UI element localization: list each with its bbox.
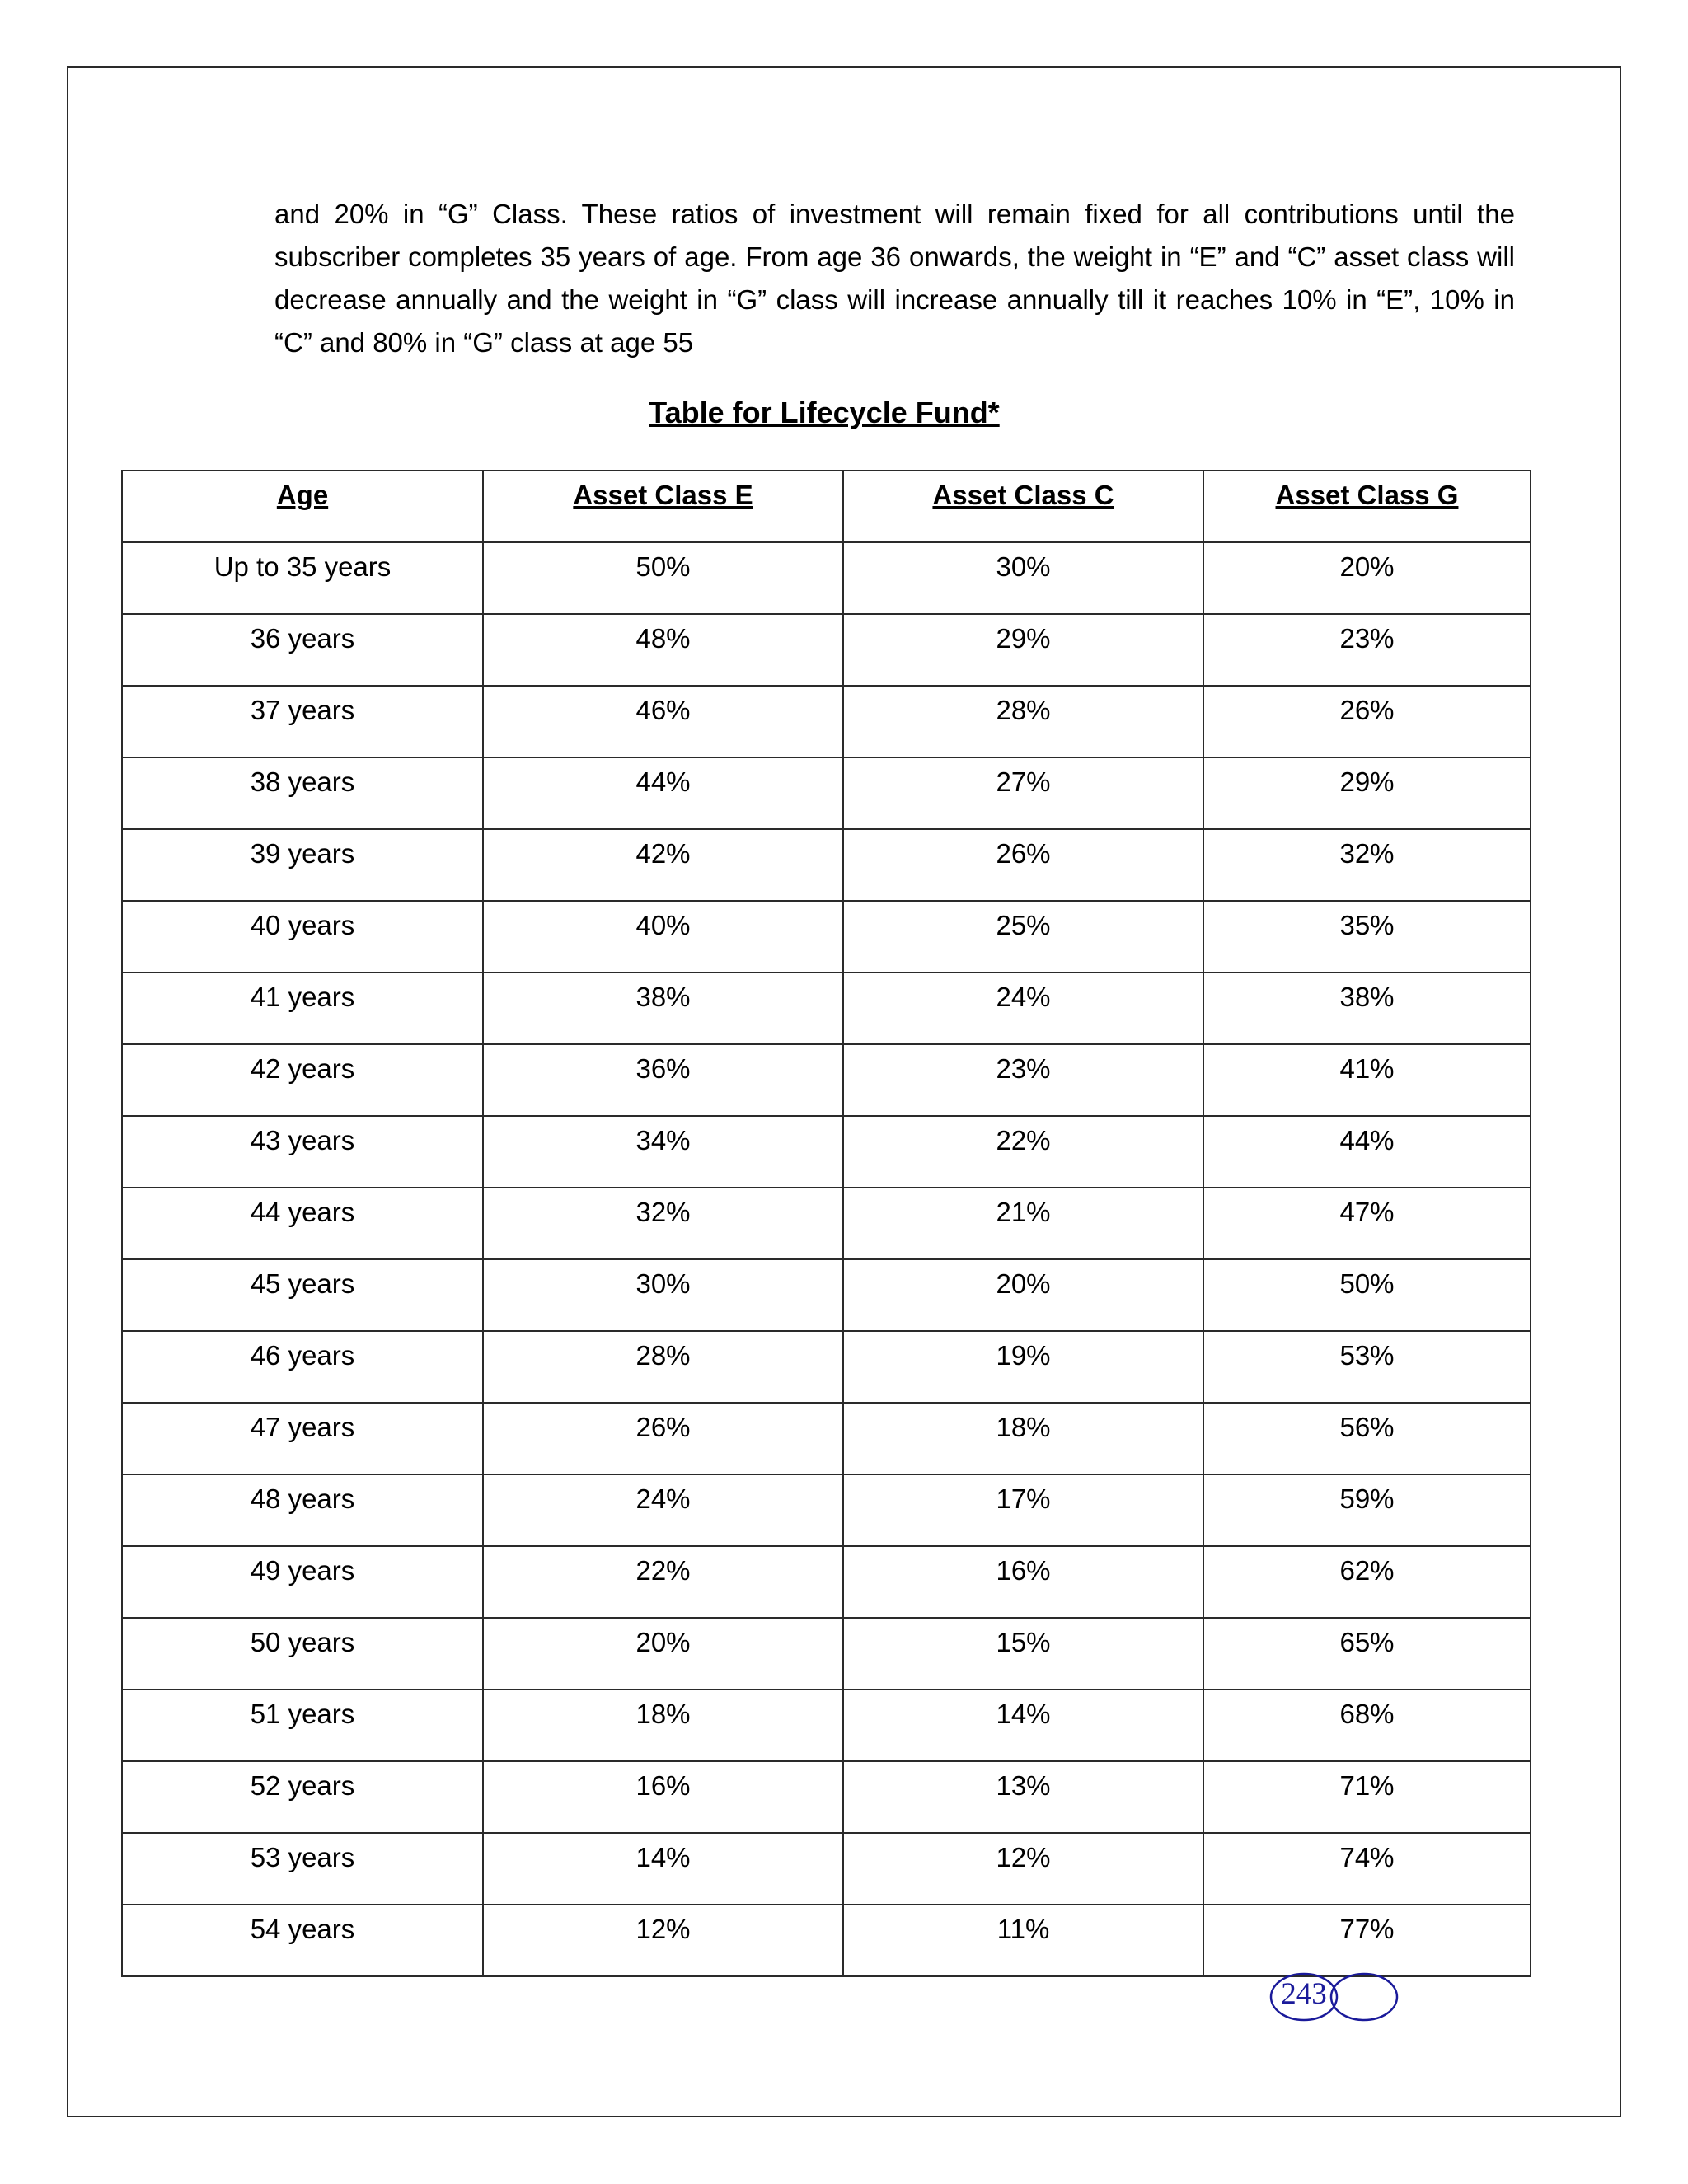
cell-age: 51 years [122, 1690, 483, 1761]
cell-age: 50 years [122, 1618, 483, 1690]
cell-asset-class-c: 28% [843, 686, 1203, 757]
cell-asset-class-e: 20% [483, 1618, 843, 1690]
cell-asset-class-c: 15% [843, 1618, 1203, 1690]
cell-asset-class-g: 23% [1203, 614, 1531, 686]
cell-asset-class-e: 36% [483, 1044, 843, 1116]
cell-age: 48 years [122, 1474, 483, 1546]
cell-asset-class-c: 27% [843, 757, 1203, 829]
cell-asset-class-c: 22% [843, 1116, 1203, 1188]
cell-asset-class-c: 29% [843, 614, 1203, 686]
cell-asset-class-g: 65% [1203, 1618, 1531, 1690]
cell-asset-class-c: 12% [843, 1833, 1203, 1905]
table-row [122, 542, 1531, 614]
table-row [122, 686, 1531, 757]
cell-asset-class-e: 50% [483, 542, 843, 614]
cell-asset-class-e: 26% [483, 1403, 843, 1474]
cell-asset-class-c: 26% [843, 829, 1203, 901]
cell-age: 42 years [122, 1044, 483, 1116]
table-row [122, 1474, 1531, 1546]
table-row [122, 1188, 1531, 1259]
cell-age: 38 years [122, 757, 483, 829]
cell-asset-class-g: 71% [1203, 1761, 1531, 1833]
cell-age: 49 years [122, 1546, 483, 1618]
cell-age: 39 years [122, 829, 483, 901]
cell-age: 52 years [122, 1761, 483, 1833]
cell-asset-class-c: 16% [843, 1546, 1203, 1618]
cell-age: 45 years [122, 1259, 483, 1331]
cell-asset-class-g: 59% [1203, 1474, 1531, 1546]
cell-asset-class-e: 34% [483, 1116, 843, 1188]
table-row [122, 901, 1531, 972]
cell-asset-class-g: 68% [1203, 1690, 1531, 1761]
table-row [122, 1259, 1531, 1331]
cell-asset-class-e: 12% [483, 1905, 843, 1976]
table-row [122, 1905, 1531, 1976]
table-row [122, 1761, 1531, 1833]
cell-age: 53 years [122, 1833, 483, 1905]
cell-age: 43 years [122, 1116, 483, 1188]
cell-asset-class-g: 44% [1203, 1116, 1531, 1188]
cell-age: 54 years [122, 1905, 483, 1976]
table-row [122, 1618, 1531, 1690]
cell-age: Up to 35 years [122, 542, 483, 614]
cell-age: 40 years [122, 901, 483, 972]
cell-asset-class-g: 35% [1203, 901, 1531, 972]
cell-asset-class-c: 20% [843, 1259, 1203, 1331]
cell-asset-class-e: 32% [483, 1188, 843, 1259]
intro-paragraph: and 20% in “G” Class. These ratios of investment will remain fixed for all contributions until the subscriber completes 35 years of age. From age 36 onwards, the weight in “E” and “C” asset class will decrease annually and the weight in “G” class will increase annually till it reaches 10% in “E”, 10% in “C” and 80% in “G” class at age 55 [274, 199, 1515, 358]
cell-asset-class-e: 18% [483, 1690, 843, 1761]
table-row [122, 1116, 1531, 1188]
table-row [122, 1546, 1531, 1618]
cell-asset-class-g: 38% [1203, 972, 1531, 1044]
lifecycle-fund-table [121, 470, 1531, 1977]
cell-asset-class-c: 17% [843, 1474, 1203, 1546]
cell-asset-class-g: 32% [1203, 829, 1531, 901]
cell-asset-class-g: 47% [1203, 1188, 1531, 1259]
header-asset-class-e: Asset Class E [483, 471, 843, 542]
cell-asset-class-e: 30% [483, 1259, 843, 1331]
cell-asset-class-c: 11% [843, 1905, 1203, 1976]
cell-asset-class-c: 18% [843, 1403, 1203, 1474]
cell-asset-class-g: 62% [1203, 1546, 1531, 1618]
cell-asset-class-g: 50% [1203, 1259, 1531, 1331]
cell-age: 37 years [122, 686, 483, 757]
cell-asset-class-e: 14% [483, 1833, 843, 1905]
table-row [122, 1044, 1531, 1116]
cell-asset-class-e: 46% [483, 686, 843, 757]
cell-asset-class-g: 26% [1203, 686, 1531, 757]
cell-asset-class-e: 22% [483, 1546, 843, 1618]
cell-asset-class-e: 44% [483, 757, 843, 829]
cell-asset-class-g: 77% [1203, 1905, 1531, 1976]
cell-asset-class-e: 40% [483, 901, 843, 972]
cell-asset-class-c: 14% [843, 1690, 1203, 1761]
cell-asset-class-g: 29% [1203, 757, 1531, 829]
table-row [122, 1690, 1531, 1761]
cell-asset-class-c: 19% [843, 1331, 1203, 1403]
cell-age: 47 years [122, 1403, 483, 1474]
cell-asset-class-c: 23% [843, 1044, 1203, 1116]
page-number-stamp [1268, 1971, 1400, 2022]
table-row [122, 972, 1531, 1044]
table-row [122, 829, 1531, 901]
table-header-row [122, 471, 1531, 542]
table-row [122, 1403, 1531, 1474]
cell-age: 41 years [122, 972, 483, 1044]
cell-asset-class-e: 28% [483, 1331, 843, 1403]
page-number: 243 [1281, 1977, 1327, 2011]
cell-age: 46 years [122, 1331, 483, 1403]
cell-age: 36 years [122, 614, 483, 686]
cell-asset-class-c: 13% [843, 1761, 1203, 1833]
cell-asset-class-c: 30% [843, 542, 1203, 614]
cell-asset-class-e: 42% [483, 829, 843, 901]
cell-asset-class-c: 24% [843, 972, 1203, 1044]
cell-asset-class-g: 56% [1203, 1403, 1531, 1474]
cell-asset-class-g: 41% [1203, 1044, 1531, 1116]
cell-asset-class-g: 53% [1203, 1331, 1531, 1403]
cell-asset-class-c: 25% [843, 901, 1203, 972]
cell-asset-class-g: 74% [1203, 1833, 1531, 1905]
cell-asset-class-e: 16% [483, 1761, 843, 1833]
cell-asset-class-c: 21% [843, 1188, 1203, 1259]
header-age: Age [122, 471, 483, 542]
header-asset-class-g: Asset Class G [1203, 471, 1531, 542]
cell-asset-class-e: 38% [483, 972, 843, 1044]
table-row [122, 614, 1531, 686]
cell-asset-class-e: 24% [483, 1474, 843, 1546]
cell-age: 44 years [122, 1188, 483, 1259]
table-row [122, 1331, 1531, 1403]
cell-asset-class-g: 20% [1203, 542, 1531, 614]
cell-asset-class-e: 48% [483, 614, 843, 686]
table-body [122, 542, 1531, 1976]
table-title: Table for Lifecycle Fund* [649, 396, 1000, 429]
table-row [122, 757, 1531, 829]
header-asset-class-c: Asset Class C [843, 471, 1203, 542]
table-row [122, 1833, 1531, 1905]
